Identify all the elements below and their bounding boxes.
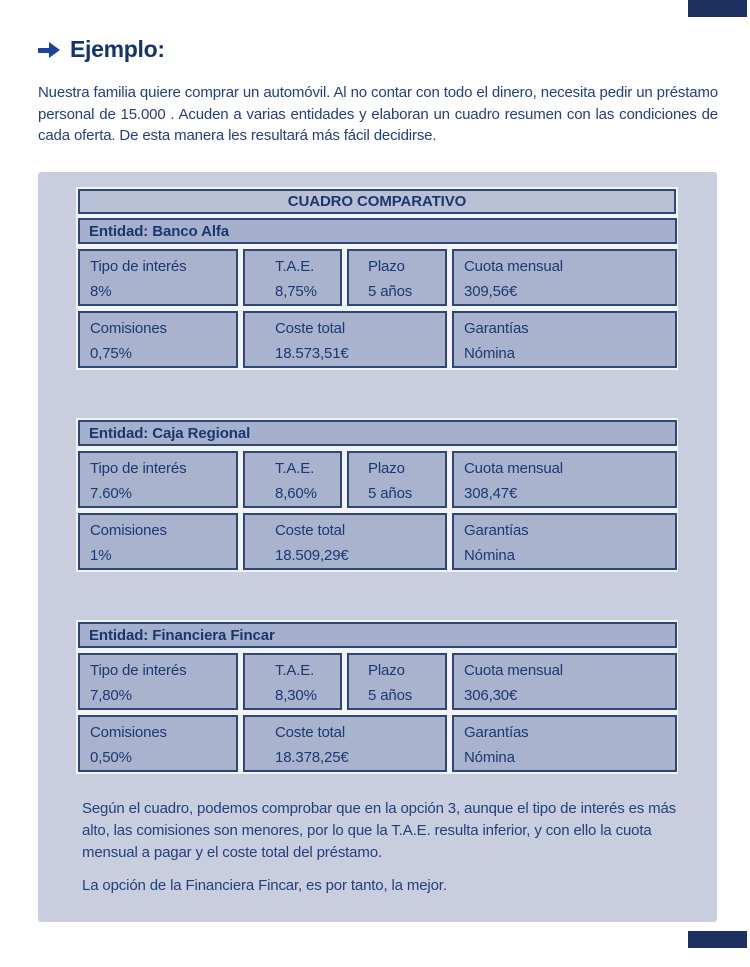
tipo-interes-label: Tipo de interés xyxy=(90,460,187,477)
coste-label: Coste total xyxy=(275,724,346,741)
page-corner-tab-top xyxy=(688,0,747,17)
garantias-value: Nómina xyxy=(464,749,515,766)
comisiones-label: Comisiones xyxy=(90,522,167,539)
tae-label: T.A.E. xyxy=(275,662,315,679)
page-title: Ejemplo: xyxy=(70,36,165,62)
cell-cuota-mensual xyxy=(452,451,677,508)
coste-label: Coste total xyxy=(275,522,346,539)
coste-value: 18.378,25€ xyxy=(275,749,349,766)
cell-tipo-interes xyxy=(78,249,238,306)
conclusion-text xyxy=(82,798,696,897)
intro-paragraph: Nuestra familia quiere comprar un automóvil. Al no contar con todo el dinero, necesita pedir un préstamo personal de 15.000 . Acuden a varias entidades y elaboran un cuadro resumen con las condiciones de cada oferta. De esta manera les resultará más fácil decidirse. xyxy=(38,84,718,144)
comisiones-label: Comisiones xyxy=(90,320,167,337)
garantias-value: Nómina xyxy=(464,345,515,362)
cell-comisiones xyxy=(78,715,238,772)
right-arrow-icon xyxy=(38,40,61,60)
comisiones-label: Comisiones xyxy=(90,724,167,741)
comisiones-value: 1% xyxy=(90,547,112,564)
cell-tae xyxy=(243,249,342,306)
cuota-value: 306,30€ xyxy=(464,687,518,704)
cell-garantias xyxy=(452,513,677,570)
cell-plazo xyxy=(347,653,447,710)
cell-garantias xyxy=(452,311,677,368)
cell-coste-total xyxy=(243,311,447,368)
tae-value: 8,75% xyxy=(275,283,317,300)
plazo-value: 5 años xyxy=(368,687,413,704)
cell-comisiones xyxy=(78,513,238,570)
cuota-label: Cuota mensual xyxy=(464,662,563,679)
plazo-value: 5 años xyxy=(368,283,413,300)
cuota-value: 309,56€ xyxy=(464,283,518,300)
tipo-interes-value: 8% xyxy=(90,283,112,300)
garantias-label: Garantías xyxy=(464,522,529,539)
entity-section-banco-alfa xyxy=(76,216,678,370)
table-title: CUADRO COMPARATIVO xyxy=(78,189,676,214)
tae-value: 8,60% xyxy=(275,485,317,502)
cuota-label: Cuota mensual xyxy=(464,258,563,275)
cell-tipo-interes xyxy=(78,451,238,508)
coste-label: Coste total xyxy=(275,320,346,337)
cell-cuota-mensual xyxy=(452,653,677,710)
page-corner-tab-bottom xyxy=(688,931,747,948)
cell-coste-total xyxy=(243,715,447,772)
garantias-value: Nómina xyxy=(464,547,515,564)
cell-cuota-mensual xyxy=(452,249,677,306)
comparison-panel xyxy=(38,172,717,922)
entity-header: Entidad: Banco Alfa xyxy=(78,218,677,244)
comisiones-value: 0,50% xyxy=(90,749,132,766)
conclusion-paragraph-2: La opción de la Financiera Fincar, es por tanto, la mejor. xyxy=(82,877,447,894)
entity-section-caja-regional xyxy=(76,418,678,572)
tipo-interes-value: 7,80% xyxy=(90,687,132,704)
tae-label: T.A.E. xyxy=(275,258,315,275)
cell-tae xyxy=(243,451,342,508)
plazo-label: Plazo xyxy=(368,662,405,679)
comisiones-value: 0,75% xyxy=(90,345,132,362)
tipo-interes-label: Tipo de interés xyxy=(90,662,187,679)
cell-comisiones xyxy=(78,311,238,368)
entity-section-financiera-fincar xyxy=(76,620,678,774)
cell-plazo xyxy=(347,451,447,508)
table-title-row xyxy=(76,187,678,216)
tae-value: 8,30% xyxy=(275,687,317,704)
cuota-value: 308,47€ xyxy=(464,485,518,502)
plazo-value: 5 años xyxy=(368,485,413,502)
entity-header: Entidad: Caja Regional xyxy=(78,420,677,446)
tipo-interes-value: 7.60% xyxy=(90,485,132,502)
cuota-label: Cuota mensual xyxy=(464,460,563,477)
cell-coste-total xyxy=(243,513,447,570)
plazo-label: Plazo xyxy=(368,258,405,275)
tae-label: T.A.E. xyxy=(275,460,315,477)
plazo-label: Plazo xyxy=(368,460,405,477)
section-heading xyxy=(38,36,165,63)
coste-value: 18.573,51€ xyxy=(275,345,349,362)
conclusion-paragraph-1: Según el cuadro, podemos comprobar que en la opción 3, aunque el tipo de interés es más alto, las comisiones son menores, por lo que la T.A.E. resulta inferior, y con ello la cuota mensual a pagar y el coste total del préstamo. xyxy=(82,800,677,861)
cell-tae xyxy=(243,653,342,710)
cell-tipo-interes xyxy=(78,653,238,710)
entity-header: Entidad: Financiera Fincar xyxy=(78,622,677,648)
coste-value: 18.509,29€ xyxy=(275,547,349,564)
cell-garantias xyxy=(452,715,677,772)
garantias-label: Garantías xyxy=(464,320,529,337)
garantias-label: Garantías xyxy=(464,724,529,741)
tipo-interes-label: Tipo de interés xyxy=(90,258,187,275)
cell-plazo xyxy=(347,249,447,306)
